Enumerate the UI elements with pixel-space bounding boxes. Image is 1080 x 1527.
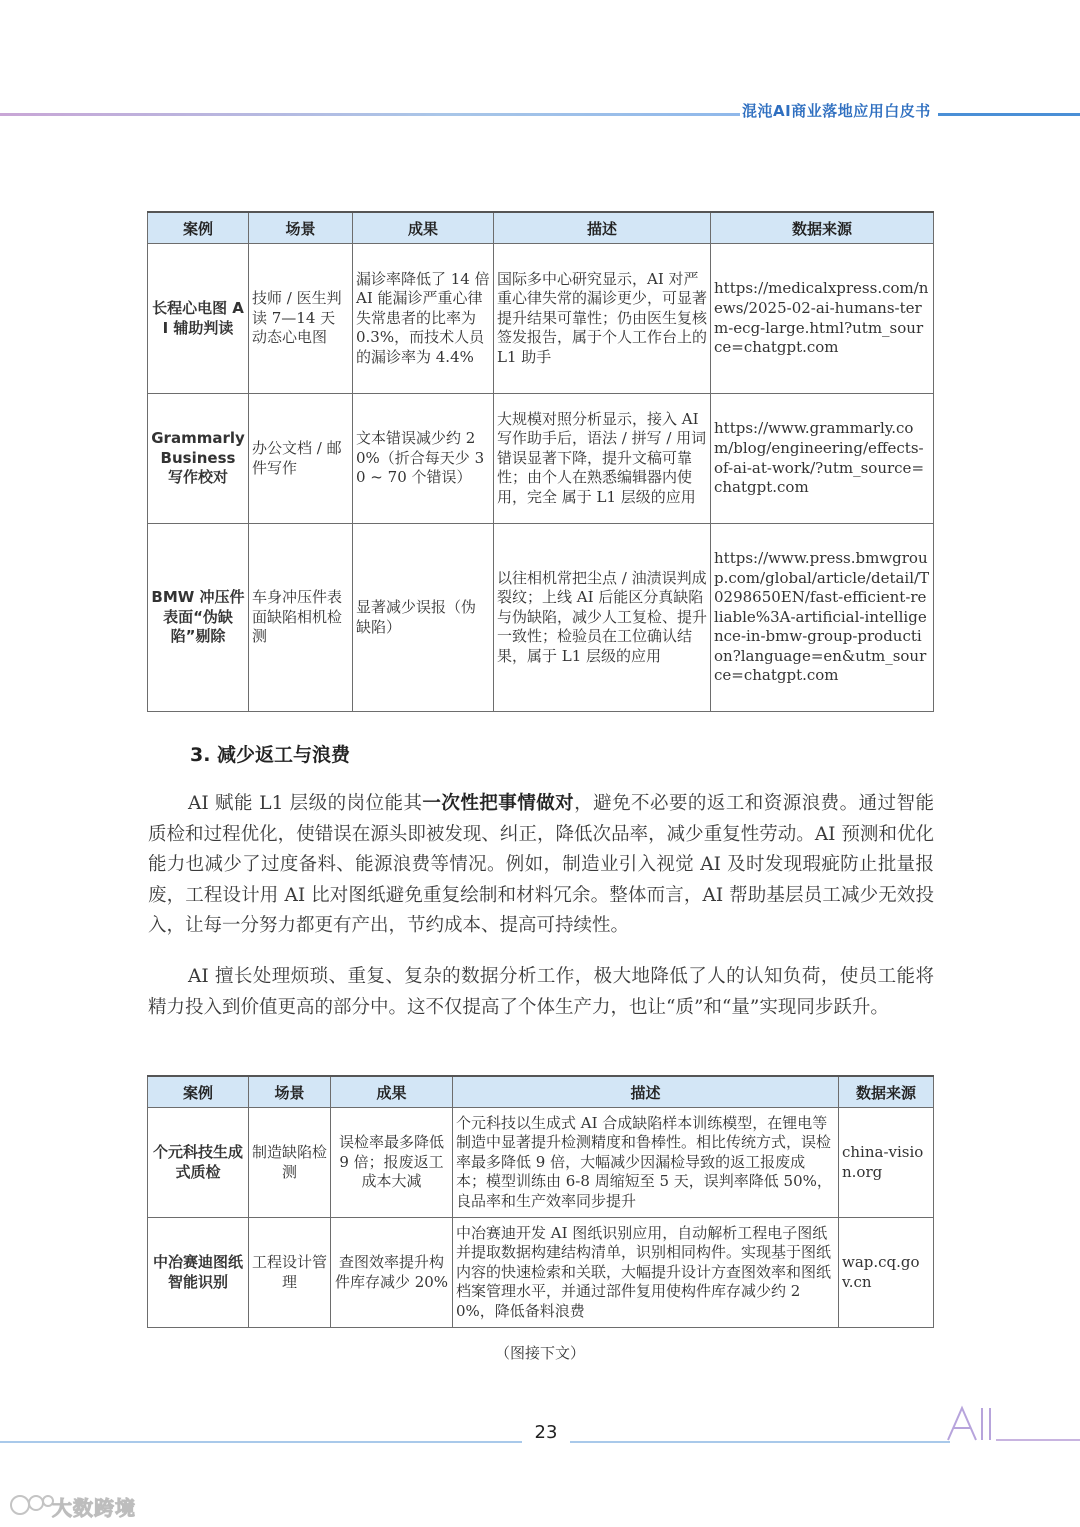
result-cell: 漏诊率降低了 14 倍 AI 能漏诊严重心律失常患者的比率为 0.3%，而技术人员的漏诊率为 4.4% [353, 244, 494, 394]
description-cell: 个元科技以生成式 AI 合成缺陷样本训练模型，在锂电等制造中显著提升检测精度和鲁棒性。相比传统方式，误检率最多降低 9 倍，大幅减少因漏检导致的返工报废成本；模型训练由 6-8 周缩短至 5 天，误判率降低 50%，良品率和生产效率同步提升 [453, 1108, 839, 1218]
case-name: BMW 冲压件表面“伪缺陷”剔除 [148, 524, 249, 712]
case-table-1 [147, 211, 934, 712]
scene-cell: 制造缺陷检测 [249, 1108, 331, 1218]
result-cell: 查图效率提升构件库存减少 20% [331, 1218, 453, 1328]
footer-divider-right [570, 1441, 950, 1443]
column-header-description: 描述 [494, 212, 711, 244]
description-cell: 以往相机常把尘点 / 油渍误判成裂纹；上线 AI 后能区分真缺陷与伪缺陷，减少人工复检、提升一致性；检验员在工位确认结果，属于 L1 层级的应用 [494, 524, 711, 712]
ai-logo-icon [946, 1404, 998, 1444]
case-table-2 [147, 1075, 934, 1328]
column-header-source: 数据来源 [711, 212, 934, 244]
scene-cell: 办公文档 / 邮件写作 [249, 394, 353, 524]
paragraph-text: ，避免不必要的返工和资源浪费。通过智能质检和过程优化，使错误在源头即被发现、纠正，降低次品率，减少重复性劳动。AI 预测和优化能力也减少了过度备料、能源浪费等情况。例如，制造业引入视觉 AI 及时发现瑕疵防止批量报废，工程设计用 AI 比对图纸避免重复绘制和材料冗余。整体而言，AI 帮助基层员工减少无效投入，让每一分努力都更有产出，节约成本、提高可持续性。 [148, 793, 934, 936]
emphasis-text: 一次性把事情做对 [422, 793, 575, 814]
source-link[interactable]: china-vision.org [839, 1108, 934, 1218]
case-name: 长程心电图 AI 辅助判读 [148, 244, 249, 394]
footer-divider-far [996, 1439, 1080, 1441]
column-header-description: 描述 [453, 1076, 839, 1108]
source-link[interactable]: https://www.press.bmwgroup.com/global/article/detail/T0298650EN/fast-efficient-reliable%3A-artificial-intelligence-in-bmw-group-production?language=en&utm_source=chatgpt.com [711, 524, 934, 712]
column-header-scene: 场景 [249, 212, 353, 244]
table-row [148, 244, 934, 394]
table-header-row [148, 212, 934, 244]
watermark-text: 大数跨境 [52, 1496, 136, 1520]
scene-cell: 技师 / 医生判读 7—14 天动态心电图 [249, 244, 353, 394]
column-header-source: 数据来源 [839, 1076, 934, 1108]
table-row [148, 1108, 934, 1218]
section-heading: 3. 减少返工与浪费 [190, 744, 351, 766]
body-paragraph-2: AI 擅长处理烦琐、重复、复杂的数据分析工作，极大地降低了人的认知负荷，使员工能将精力投入到价值更高的部分中。这不仅提高了个体生产力，也让“质”和“量”实现同步跃升。 [148, 966, 934, 1018]
source-link[interactable]: https://medicalxpress.com/news/2025-02-ai-humans-term-ecg-large.html?utm_source=chatgpt.com [711, 244, 934, 394]
case-name: 个元科技生成式质检 [148, 1108, 249, 1218]
table-header-row [148, 1076, 934, 1108]
header-divider-right [938, 113, 1080, 116]
column-header-case: 案例 [148, 212, 249, 244]
result-cell: 文本错误减少约 20%（折合每天少 30 ~ 70 个错误） [353, 394, 494, 524]
header-title: 混沌AI商业落地应用白皮书 [742, 102, 931, 120]
description-cell: 中冶赛迪开发 AI 图纸识别应用，自动解析工程电子图纸并提取数据构建结构清单，识别相同构件。实现基于图纸内容的快速检索和关联，大幅提升设计方查图效率和图纸档案管理水平，并通过部件复用使构件库存减少约 20%，降低备料浪费 [453, 1218, 839, 1328]
scene-cell: 工程设计管理 [249, 1218, 331, 1328]
result-cell: 误检率最多降低 9 倍；报废返工成本大减 [331, 1108, 453, 1218]
result-cell: 显著减少误报（伪缺陷） [353, 524, 494, 712]
column-header-scene: 场景 [249, 1076, 331, 1108]
column-header-result: 成果 [331, 1076, 453, 1108]
column-header-result: 成果 [353, 212, 494, 244]
table-row [148, 394, 934, 524]
body-paragraph-1 [148, 789, 934, 942]
column-header-case: 案例 [148, 1076, 249, 1108]
description-cell: 大规模对照分析显示，接入 AI 写作助手后，语法 / 拼写 / 用词错误显著下降，提升文稿可靠性；由个人在熟悉编辑器内使用，完全 属于 L1 层级的应用 [494, 394, 711, 524]
scene-cell: 车身冲压件表面缺陷相机检测 [249, 524, 353, 712]
description-cell: 国际多中心研究显示，AI 对严重心律失常的漏诊更少，可显著提升结果可靠性；仍由医生复核签发报告，属于个人工作台上的 L1 助手 [494, 244, 711, 394]
continue-note: （图接下文） [494, 1344, 585, 1362]
table-row [148, 1218, 934, 1328]
case-name: Grammarly Business 写作校对 [148, 394, 249, 524]
footer-divider-left [0, 1441, 522, 1443]
header-divider-left [0, 113, 740, 116]
case-name: 中冶赛迪图纸智能识别 [148, 1218, 249, 1328]
source-link[interactable]: wap.cq.gov.cn [839, 1218, 934, 1328]
page-number: 23 [534, 1422, 558, 1443]
source-link[interactable]: https://www.grammarly.com/blog/engineering/effects-of-ai-at-work/?utm_source=chatgpt.com [711, 394, 934, 524]
paragraph-text: AI 赋能 L1 层级的岗位能其 [188, 793, 423, 814]
table-row [148, 524, 934, 712]
